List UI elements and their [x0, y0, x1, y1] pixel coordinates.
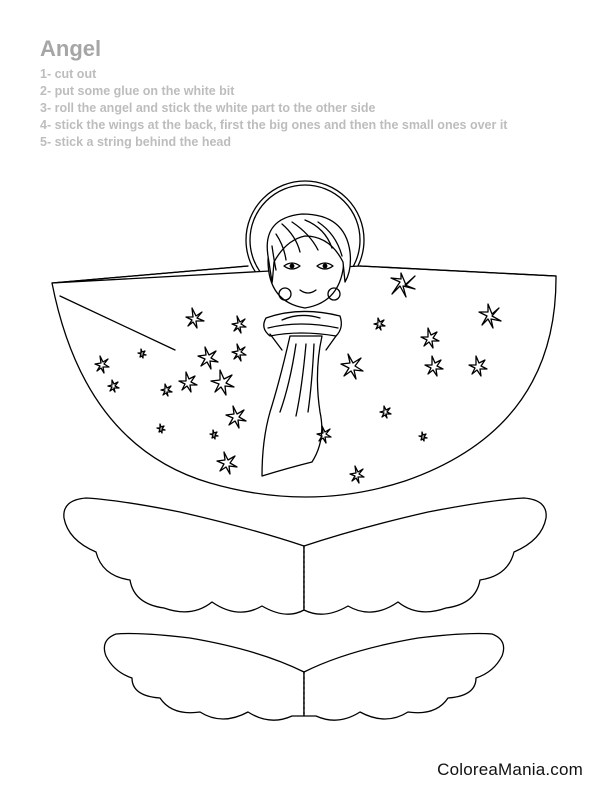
instruction-step: 5- stick a string behind the head: [40, 135, 232, 149]
large-wings: [64, 498, 546, 614]
instruction-step: 1- cut out: [40, 67, 97, 81]
instruction-step: 4- stick the wings at the back, first the big ones and then the small ones over it: [40, 118, 508, 132]
watermark: ColoreaMania.com: [437, 760, 583, 779]
instruction-step: 3- roll the angel and stick the white part to the other side: [40, 101, 376, 115]
instruction-step: 2- put some glue on the white bit: [40, 84, 235, 98]
page-title: Angel: [40, 36, 102, 61]
small-wings: [104, 634, 503, 721]
